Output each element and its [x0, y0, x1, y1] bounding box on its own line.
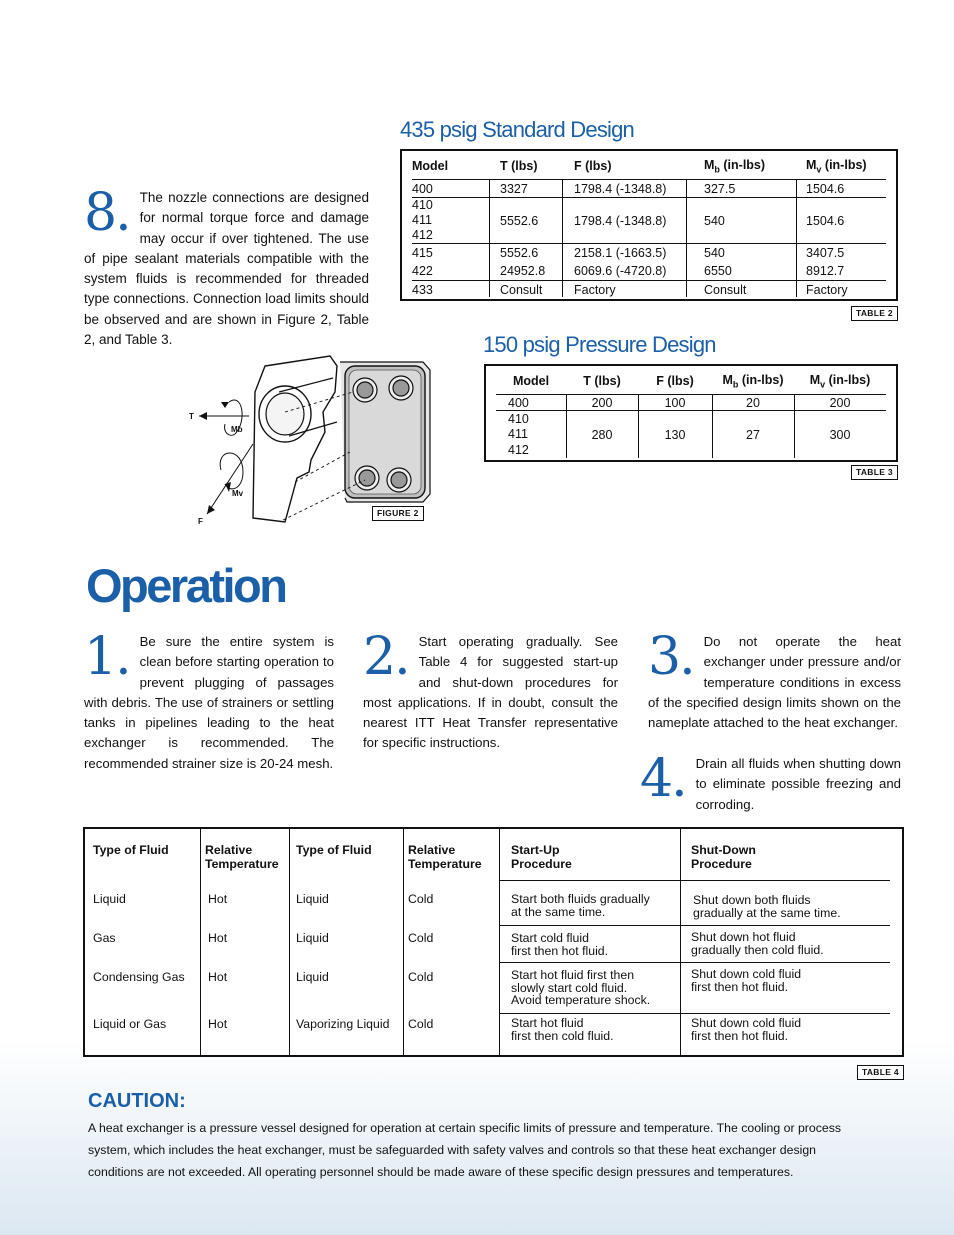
table3-header-model: Model — [496, 368, 566, 395]
table4-cell: Start hot fluid first then cold fluid. — [511, 1016, 614, 1043]
heat-exchanger-nozzle-diagram — [185, 352, 435, 530]
table4-cell: Shut down hot fluid gradually then cold fluid. — [691, 930, 824, 957]
step-4-number: 4. — [640, 749, 686, 809]
table4-header-startup: Start-Up Procedure — [511, 843, 572, 871]
table-row: 422 24952.8 6069.6 (-4720.8) 6550 8912.7 — [412, 263, 886, 281]
table2-header-model: Model — [412, 153, 500, 180]
table4-cell: Cold — [408, 931, 434, 945]
table2-heading: 435 psig Standard Design — [400, 117, 634, 142]
step-1-text: Be sure the entire system is clean before starting operation to prevent plugging of passages with debris. The use of strainers or settling tanks in pipelines leading to the heat exchanger is recommended. The recommended strainer size is 20-24 mesh. — [84, 634, 334, 771]
table4-header-temp2: Relative Temperature — [408, 843, 482, 871]
table-row: 400 3327 1798.4 (-1348.8) 327.5 1504.6 — [412, 180, 886, 198]
table4-cell: Shut down cold fluid first then hot fluid. — [691, 967, 802, 994]
caution-text: A heat exchanger is a pressure vessel designed for operation at certain specific limits of pressure and temperature. The cooling or process system, which includes the heat exchanger, must be safeguarded with safety valves and controls so that these heat exchanger design conditions are not exceeded. All operating personnel should be made aware of these specific design pressures and temperatures. — [88, 1121, 842, 1179]
step-2-number: 2. — [363, 627, 409, 687]
table4-cell: Condensing Gas — [93, 970, 185, 984]
table4-cell: Hot — [208, 970, 228, 984]
caution-block — [88, 1117, 868, 1183]
table3-header-t: T (lbs) — [566, 368, 638, 395]
table3 — [484, 364, 898, 462]
table2-header-mv: $M_v$ (in-lbs) — [806, 153, 886, 180]
table4-cell: Hot — [208, 892, 228, 906]
table4-cell: Liquid — [296, 970, 329, 984]
table4-cell: Hot — [208, 931, 228, 945]
table4-cell: Cold — [408, 892, 434, 906]
table4-cell: Shut down both fluids gradually at the same time. — [693, 893, 841, 920]
table-row: 400 200 100 20 200 — [496, 395, 886, 411]
table2-header-t: T (lbs) — [500, 153, 574, 180]
table4-cell: Vaporizing Liquid — [296, 1017, 390, 1031]
table3-header-f: F (lbs) — [638, 368, 712, 395]
table4-cell: Cold — [408, 970, 434, 984]
step-8 — [84, 183, 369, 350]
step-3-number: 3. — [648, 627, 694, 687]
table4-cell: Cold — [408, 1017, 434, 1031]
table4 — [83, 827, 904, 1057]
table3-header-mb: $M_b$ (in-lbs) — [712, 368, 794, 395]
step-8-text: The nozzle connections are designed for normal torque force and damage may occur if over tightened. The use of pipe sealant materials compatible with the system fluids is recommended for threaded type connections. Connection load limits should be observed and are shown in Figure 2, Table 2, and Table 3. — [84, 190, 369, 348]
table2-header-f: F (lbs) — [574, 153, 704, 180]
table4-cell: Liquid or Gas — [93, 1017, 167, 1031]
table4-cell: Liquid — [296, 931, 329, 945]
table-row: 410 411 412 5552.6 1798.4 (-1348.8) 540 1504.6 — [412, 198, 886, 244]
operation-step-2 — [363, 627, 618, 754]
operation-step-3 — [648, 627, 901, 733]
table4-cell: Hot — [208, 1017, 228, 1031]
figure2-label-f: F — [198, 517, 203, 526]
table4-cell: Liquid — [93, 892, 126, 906]
figure2-tag: FIGURE 2 — [372, 506, 424, 521]
caution-title: CAUTION: — [88, 1090, 186, 1112]
step-1-number: 1. — [84, 627, 130, 687]
table3-heading: 150 psig Pressure Design — [483, 332, 716, 357]
table2-header-mb: $M_b$ (in-lbs) — [704, 153, 806, 180]
table-row: 433 Consult Factory Consult Factory — [412, 283, 848, 298]
table4-header-temp1: Relative Temperature — [205, 843, 279, 871]
table3-header-mv: $M_v$ (in-lbs) — [794, 368, 886, 395]
operation-title: Operation — [86, 559, 286, 612]
figure2 — [185, 352, 435, 530]
operation-step-4 — [640, 749, 901, 815]
table4-header-fluid1: Type of Fluid — [93, 843, 169, 857]
table4-cell: Liquid — [296, 892, 329, 906]
table4-tag: TABLE 4 — [857, 1065, 904, 1080]
table2-tag: TABLE 2 — [851, 306, 898, 321]
figure2-label-mb: Mb — [231, 425, 243, 434]
step-4-text: Drain all fluids when shutting down to eliminate possible freezing and corroding. — [695, 756, 901, 812]
figure2-label-t: T — [189, 412, 194, 421]
figure2-label-mv: Mv — [232, 489, 244, 498]
table4-cell: Gas — [93, 931, 116, 945]
step-2-text: Start operating gradually. See Table 4 for suggested start-up and shut-down procedures for most applications. If in doubt, consult the nearest ITT Heat Transfer representative for specific instructions. — [363, 634, 618, 751]
table4-header-fluid2: Type of Fluid — [296, 843, 372, 857]
step-3-text: Do not operate the heat exchanger under pressure and/or temperature conditions in excess of the specified design limits shown on the nameplate attached to the heat exchanger. — [648, 634, 901, 731]
table3-tag: TABLE 3 — [851, 465, 898, 480]
table4-header-shutdown: Shut-Down Procedure — [691, 843, 756, 871]
table-row: 415 5552.6 2158.1 (-1663.5) 540 3407.5 — [412, 246, 845, 261]
operation-step-1 — [84, 627, 334, 774]
table-row: 410 411 412 280 130 27 300 — [508, 411, 851, 457]
table4-cell: Start hot fluid first then slowly start cold fluid. Avoid temperature shock. — [511, 968, 651, 1007]
step-8-number: 8. — [84, 183, 130, 243]
table4-cell: Start both fluids gradually at the same time. — [511, 892, 650, 919]
table2 — [400, 149, 898, 301]
table4-cell: Shut down cold fluid first then hot fluid. — [691, 1016, 802, 1043]
table4-cell: Start cold fluid first then hot fluid. — [511, 931, 609, 958]
